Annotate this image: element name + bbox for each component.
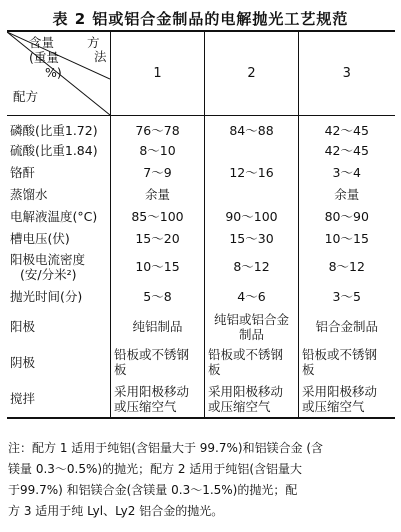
cell-value <box>205 310 299 344</box>
row-label: 电解液温度(°C) <box>7 206 111 228</box>
cell-value: 12～16 <box>205 162 299 184</box>
cell-value: 3～4 <box>299 162 395 184</box>
footnote-line: 注：配方 1 适用于纯铝(含铝量大于 99.7%)和铝镁合金 (含 <box>8 441 324 455</box>
column-header-1: 1 <box>111 31 205 116</box>
corner-label-percent: %) <box>45 65 62 80</box>
cell-line: 采用阳极移动 <box>302 383 378 399</box>
cell-line: 或压缩空气 <box>302 398 365 414</box>
cell-line: 或压缩空气 <box>208 398 271 414</box>
table-row <box>7 310 395 344</box>
column-header-3: 3 <box>299 31 395 116</box>
cell-value: 纯铝制品 <box>111 310 205 344</box>
cell-value: 15～20 <box>111 228 205 250</box>
column-header-2: 2 <box>205 31 299 116</box>
cell-value: 85～100 <box>111 206 205 228</box>
process-spec-table <box>7 30 395 419</box>
diagonal-corner-cell <box>7 31 111 116</box>
corner-label-content: 含量 <box>29 35 55 50</box>
cell-value <box>205 140 299 162</box>
cell-value: 42～45 <box>299 140 395 162</box>
cell-value <box>205 184 299 206</box>
row-label: 铬酐 <box>7 162 111 184</box>
cell-value: 3～5 <box>299 284 395 310</box>
row-label: 阳极 <box>7 310 111 344</box>
table-title: 表 2 铝或铝合金制品的电解抛光工艺规范 <box>52 10 349 28</box>
cell-line: 板 <box>302 362 315 377</box>
row-label-line: (安/分米²) <box>20 266 77 282</box>
table-row <box>7 162 395 184</box>
cell-value: 余量 <box>299 184 395 206</box>
cell-value <box>205 381 299 418</box>
table-row <box>7 344 395 381</box>
footnote-line: 方 3 适用于纯 Lyl、Ly2 铝合金的抛光。 <box>8 504 224 518</box>
row-label <box>7 250 111 284</box>
corner-label-fa: 法 <box>94 49 107 64</box>
cell-value: 10～15 <box>111 250 205 284</box>
row-label: 硫酸(比重1.84) <box>7 140 111 162</box>
cell-line: 板 <box>208 362 221 377</box>
corner-label-formula: 配方 <box>13 89 39 104</box>
cell-line: 或压缩空气 <box>114 398 177 414</box>
table-row <box>7 206 395 228</box>
cell-line: 板 <box>114 362 127 377</box>
footnote <box>8 438 394 522</box>
row-label: 抛光时间(分) <box>7 284 111 310</box>
cell-value <box>205 344 299 381</box>
cell-value <box>111 344 205 381</box>
cell-line: 铅板或不锈钢 <box>208 347 284 362</box>
cell-value: 5～8 <box>111 284 205 310</box>
cell-value: 8～10 <box>111 140 205 162</box>
cell-value: 80～90 <box>299 206 395 228</box>
corner-label-fang: 方 <box>87 35 100 50</box>
cell-line: 铅板或不锈钢 <box>114 347 190 362</box>
table-row <box>7 228 395 250</box>
cell-value <box>299 381 395 418</box>
corner-label-weight: (重量 <box>29 50 59 65</box>
cell-line: 采用阳极移动 <box>208 383 284 399</box>
table-row <box>7 250 395 284</box>
header-row <box>7 31 395 116</box>
row-label-line: 阳极电流密度 <box>10 251 86 267</box>
cell-value: 7～9 <box>111 162 205 184</box>
cell-line: 铅板或不锈钢 <box>302 347 378 362</box>
cell-value: 8～12 <box>299 250 395 284</box>
cell-value: 42～45 <box>299 116 395 140</box>
row-label: 阴极 <box>7 344 111 381</box>
cell-value: 15～30 <box>205 228 299 250</box>
table-row <box>7 140 395 162</box>
row-label: 搅拌 <box>7 381 111 418</box>
cell-value: 90～100 <box>205 206 299 228</box>
cell-value: 76～78 <box>111 116 205 140</box>
cell-value: 8～12 <box>205 250 299 284</box>
cell-line: 采用阳极移动 <box>114 383 190 399</box>
table-row <box>7 184 395 206</box>
row-label: 蒸馏水 <box>7 184 111 206</box>
footnote-line: 镁量 0.3～0.5%)的抛光；配方 2 适用于纯铝(含铝量大 <box>8 462 303 476</box>
cell-value: 84～88 <box>205 116 299 140</box>
row-label: 磷酸(比重1.72) <box>7 116 111 140</box>
row-label: 槽电压(伏) <box>7 228 111 250</box>
cell-line: 制品 <box>238 326 264 342</box>
cell-line: 纯铝或铝合金 <box>213 311 289 327</box>
table-row <box>7 284 395 310</box>
footnote-line: 于99.7%) 和铝镁合金(含镁量 0.3～1.5%)的抛光；配 <box>8 483 298 497</box>
cell-value <box>299 344 395 381</box>
table-row <box>7 381 395 418</box>
cell-value <box>111 381 205 418</box>
cell-value: 余量 <box>111 184 205 206</box>
cell-value: 10～15 <box>299 228 395 250</box>
cell-value: 4～6 <box>205 284 299 310</box>
table-row <box>7 116 395 140</box>
cell-value: 铝合金制品 <box>299 310 395 344</box>
